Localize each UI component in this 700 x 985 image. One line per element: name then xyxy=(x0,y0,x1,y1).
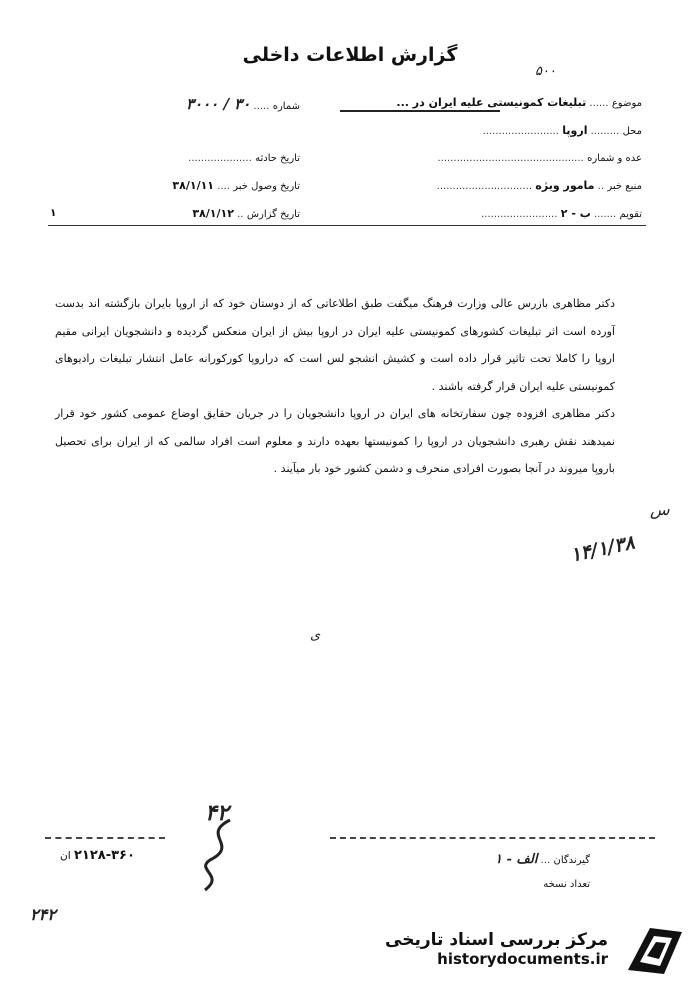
recipients-label: گیرندگان xyxy=(553,855,590,866)
report-date-row: تاریخ گزارش .. ۳۸/۱/۱۲ xyxy=(192,207,300,220)
footer-dash-left xyxy=(45,837,165,839)
handwritten-date: ۱۴/۱/۳۸ xyxy=(568,531,637,567)
report-date-value: ۳۸/۱/۱۲ xyxy=(192,207,234,220)
watermark-org-name: مرکز بررسی اسناد تاریخی xyxy=(385,930,608,950)
doc-code xyxy=(60,848,135,863)
doc-code-value: ۲۱۲۸-۳۶۰ xyxy=(73,848,135,863)
header-divider xyxy=(48,225,646,226)
event-date-label: تاریخ حادثه xyxy=(255,153,300,164)
sign-initial: ۴۲ xyxy=(205,800,229,826)
persons-row: عده و شماره .............................................. xyxy=(437,153,642,164)
place-row: محل ......... اروپا ........................ xyxy=(482,124,642,137)
receipt-date-value: ۳۸/۱/۱۱ xyxy=(172,179,215,192)
watermark-logo-icon xyxy=(620,922,690,978)
persons-label: عده و شماره xyxy=(587,153,642,164)
receipt-date-label: تاریخ وصول خبر xyxy=(233,181,300,192)
number-label: شماره xyxy=(272,101,300,112)
report-body xyxy=(55,290,615,483)
small-mark: ی xyxy=(310,628,321,643)
source-value: مامور ویژه xyxy=(535,179,595,192)
event-date-row: تاریخ حادثه .................... xyxy=(188,153,300,164)
signature-scribble xyxy=(190,815,250,895)
place-value: اروپا xyxy=(562,124,588,137)
recipients-value: الف - ۱ xyxy=(494,852,538,867)
doc-code-suffix: ان xyxy=(60,850,71,862)
place-label: محل xyxy=(622,126,642,137)
number-row: شماره ..... ۳۰ / ۳۰۰۰ xyxy=(186,95,300,113)
subject-label: موضوع xyxy=(611,98,642,109)
watermark-url: historydocuments.ir xyxy=(437,950,608,968)
rating-label: تقویم xyxy=(619,209,642,220)
bottom-left-note: ۲۴۲ xyxy=(30,905,56,924)
footer-dash-right xyxy=(330,837,655,839)
body-paragraph-1: دکتر مظاهری بازرس عالی وزارت فرهنگ میگفت طبق اطلاعاتی که از دوستان خود که از اروپا بایران بازگشته اند بدست آورده است اثر تبلیغات کشورهای کمونیستی علیه ایران در اروپا بیش از ایران منعکس گردیده و دانشجویان ایرانی مقیم اروپا را کاملا تحت تاثیر قرار داده است و کشیش انشجو لس است که دراروپا کورکورانه عامل انتشار تبلیغات رادیوهای کمونیستی علیه ایران قرار گرفته باشند . xyxy=(55,297,615,393)
copy-index: ۱ xyxy=(50,207,57,219)
watermark-brand xyxy=(385,930,608,968)
subject-value: تبلیغات کمونیستی علیه ایران در ... xyxy=(396,96,587,109)
source-label: منبع خبر xyxy=(607,181,642,192)
rating-row: تقویم ....... ب - ۲ ........................ xyxy=(481,207,642,220)
receipt-date-row: تاریخ وصول خبر .... ۳۸/۱/۱۱ xyxy=(172,179,300,192)
subject-strike xyxy=(340,110,500,112)
body-paragraph-2: دکتر مظاهری افزوده چون سفارتخانه های ایران در اروپا دانشجویان را در جریان حقایق اوضاع عمومی کشور خود قرار نمیدهند نقش رهبری دانشجویان در اروپا را کمونیستها بعهده دارند و معلوم است افراد سالمی که از ایران برای تحصیل باروپا میروند در آنجا بصورت افرادی منحرف و دشمن کشور خود بار میآیند . xyxy=(55,407,615,475)
report-date-label: تاریخ گزارش xyxy=(246,209,300,220)
top-scribble: ۵۰۰ xyxy=(535,64,556,79)
copies-label: تعداد نسخه xyxy=(543,879,590,890)
margin-note: س xyxy=(650,500,670,519)
subject-row: موضوع ...... تبلیغات کمونیستی علیه ایران در ... xyxy=(396,96,642,109)
report-title: گزارش اطلاعات داخلی xyxy=(242,44,458,66)
number-value: ۳۰ / ۳۰۰۰ xyxy=(186,95,251,113)
rating-value: ب - ۲ xyxy=(560,207,591,220)
source-row: منبع خبر .. مامور ویژه .............................. xyxy=(436,179,642,192)
copies-row xyxy=(543,878,590,890)
recipients-row: گیرندگان ... الف - ۱ xyxy=(494,852,590,867)
